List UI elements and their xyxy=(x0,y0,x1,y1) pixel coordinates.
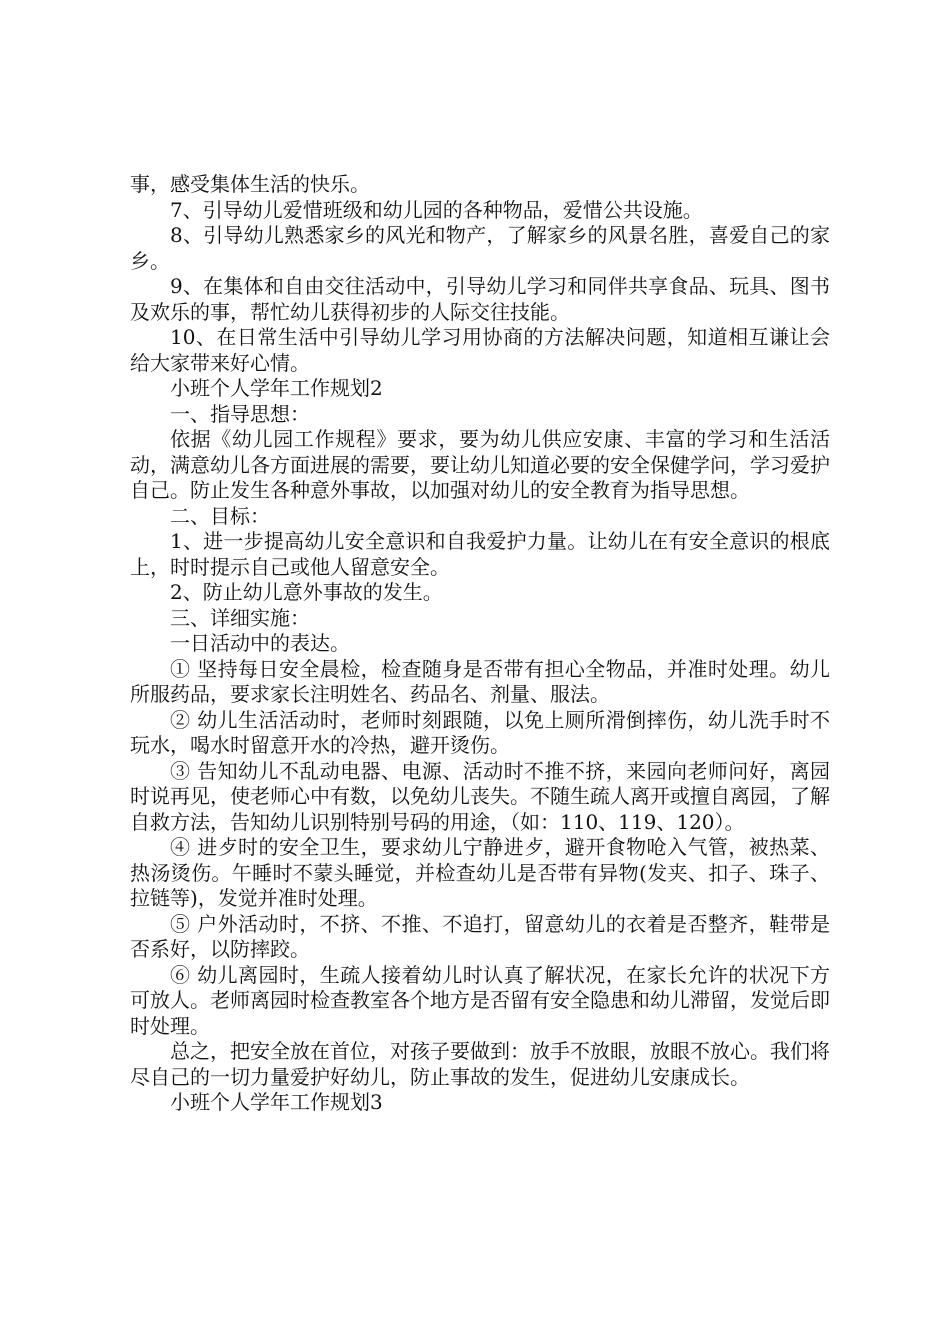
paragraph-measure-2: ② 幼儿生活活动时，老师时刻跟随，以免上厕所滑倒摔伤，幼儿洗手时不玩水，喝水时留意开水的冷热，避开烫伤。 xyxy=(130,707,830,757)
paragraph-guiding-idea: 依据《幼儿园工作规程》要求，要为幼儿供应安康、丰富的学习和生活活动，满意幼儿各方面进展的需要，要让幼儿知道必要的安全保健学问，学习爱护自己。防止发生各种意外事故，以加强对幼儿的安全教育为指导思想。 xyxy=(130,427,830,502)
paragraph-measure-1: ① 坚持每日安全晨检，检查随身是否带有担心全物品，并准时处理。幼儿所服药品，要求家长注明姓名、药品名、剂量、服法。 xyxy=(130,656,830,706)
paragraph-continuation: 事，感受集体生活的快乐。 xyxy=(130,172,370,196)
document-body xyxy=(130,172,830,1116)
paragraph-summary: 总之，把安全放在首位，对孩子要做到：放手不放眼，放眼不放心。我们将尽自己的一切力量爱护好幼儿，防止事故的发生，促进幼儿安康成长。 xyxy=(130,1039,830,1089)
subheading-implementation: 三、详细实施： xyxy=(170,605,310,630)
subheading-goals: 二、目标： xyxy=(170,503,270,528)
section-heading-plan-2: 小班个人学年工作规划2 xyxy=(170,376,383,400)
paragraph-measure-3: ③ 告知幼儿不乱动电器、电源、活动时不推不挤，来园向老师问好，离园时说再见，使老师心中有数，以免幼儿丧失。不随生疏人离开或擅自离园，了解自救方法，告知幼儿识别特别号码的用途，（如：110、119、120）。 xyxy=(130,758,830,834)
paragraph-goal-2: 2、防止幼儿意外事故的发生。 xyxy=(170,580,443,604)
paragraph-item-10: 10、在日常生活中引导幼儿学习用协商的方法解决问题，知道相互谦让会给大家带来好心情。 xyxy=(130,325,830,375)
paragraph-measure-4: ④ 进歺时的安全卫生，要求幼儿宁静进歺，避开食物呛入气管，被热菜、热汤烫伤。午睡时不蒙头睡觉，并检查幼儿是否带有异物(发夹、扣子、珠子、拉链等)，发觉并准时处理。 xyxy=(130,835,830,910)
paragraph-measure-6: ⑥ 幼儿离园时，生疏人接着幼儿时认真了解状况，在家长允许的状况下方可放人。老师离园时检查教室各个地方是否留有安全隐患和幼儿滞留，发觉后即时处理。 xyxy=(130,962,830,1038)
paragraph-goal-1: 1、进一步提高幼儿安全意识和自我爱护力量。让幼儿在有安全意识的根底上，时时提示自己或他人留意安全。 xyxy=(130,529,830,579)
paragraph-item-8: 8、引导幼儿熟悉家乡的风光和物产，了解家乡的风景名胜，喜爱自己的家乡。 xyxy=(130,223,830,273)
subheading-guiding-idea: 一、指导思想： xyxy=(170,401,310,426)
paragraph-daily-activity: 一日活动中的表达。 xyxy=(170,631,350,655)
paragraph-item-9: 9、在集体和自由交往活动中，引导幼儿学习和同伴共享食品、玩具、图书及欢乐的事，帮忙幼儿获得初步的人际交往技能。 xyxy=(130,274,830,324)
section-heading-plan-3: 小班个人学年工作规划3 xyxy=(170,1090,383,1114)
paragraph-item-7: 7、引导幼儿爱惜班级和幼儿园的各种物品，爱惜公共设施。 xyxy=(170,197,703,222)
paragraph-measure-5: ⑤ 户外活动时，不挤、不推、不追打，留意幼儿的衣着是否整齐，鞋带是否系好，以防摔跤。 xyxy=(130,911,830,961)
